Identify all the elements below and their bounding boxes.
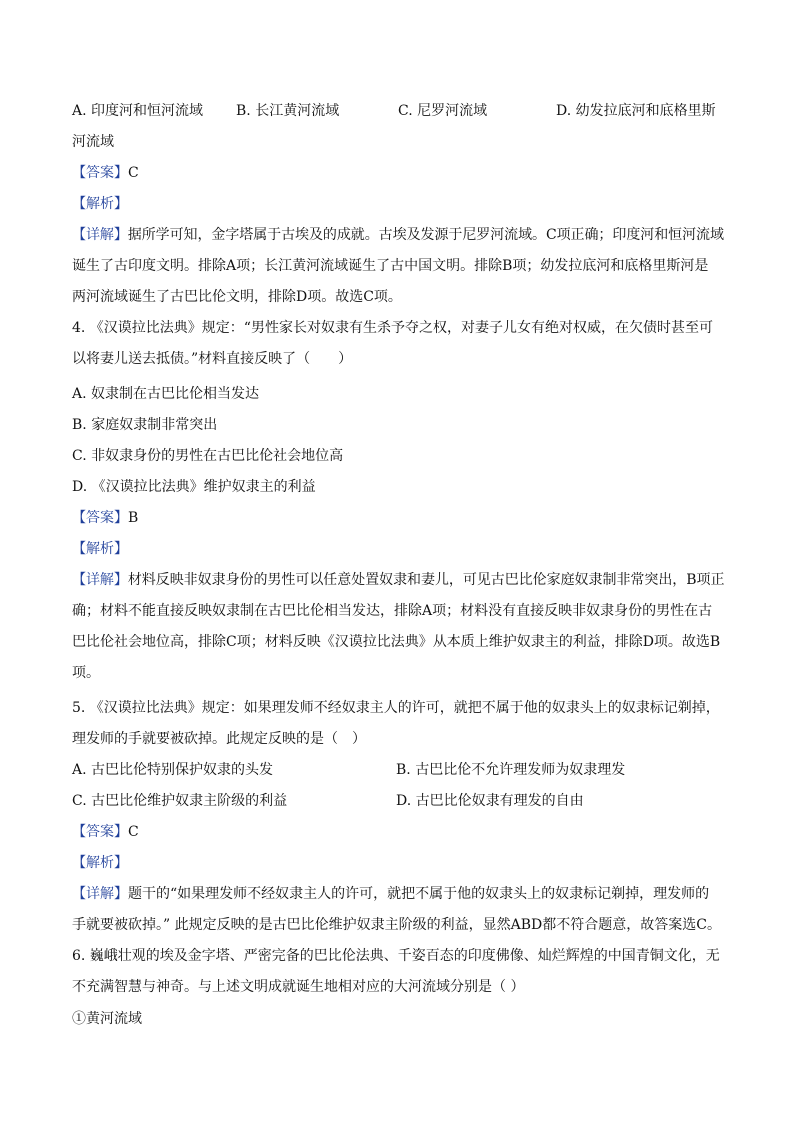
answer-tag: 【答案】 [72,824,128,840]
detail-tag: 【详解】 [72,886,128,902]
q4-stem-line: 4. 《汉谟拉比法典》规定：“男性家长对奴隶有生杀予夺之权，对妻子儿女有绝对权威，在欠债时甚至可 [72,320,713,336]
q6-stem-line: 6. 巍峨壮观的埃及金字塔、严密完备的巴比伦法典、千姿百态的印度佛像、灿烂辉煌的中国青铜文化，无 [72,948,720,964]
q5-analysis-heading [72,853,724,873]
answer-value: C [128,165,139,181]
detail-tag: 【详解】 [72,572,128,588]
q4-detail-line [72,570,724,590]
q5-option-a: A. 古巴比伦特别保护奴隶的头发 [72,762,274,778]
q5-stem-line: 理发师的手就要被砍掉。此规定反映的是（ ） [72,731,366,747]
q5-detail-line [72,884,724,904]
answer-tag: 【答案】 [72,510,128,526]
q6-stem-line: 不充满智慧与神奇。与上述文明成就诞生地相对应的大河流域分别是（ ） [72,979,525,995]
q3-detail-line [72,225,724,245]
q5-option-b: B. 古巴比伦不允许理发师为奴隶理发 [396,762,626,778]
answer-value: C [128,824,139,840]
q3-option-a: A. 印度河和恒河流域 [72,103,204,119]
analysis-tag: 【解析】 [72,541,128,557]
q3-option-d: D. 幼发拉底河和底格里斯 [556,103,716,119]
q4-stem-line: 以将妻儿送去抵债。”材料直接反映了（ ） [72,351,353,367]
q5-option-d: D. 古巴比伦奴隶有理发的自由 [396,793,584,809]
q3-detail-line: 诞生了古印度文明。排除A项；长江黄河流域诞生了古中国文明。排除B项；幼发拉底河和底格里斯河是 [72,258,709,274]
q3-option-d-wrap: 河流域 [72,134,114,150]
q4-option-d: D. 《汉谟拉比法典》维护奴隶主的利益 [72,479,316,495]
q4-option-b: B. 家庭奴隶制非常突出 [72,417,218,433]
answer-tag: 【答案】 [72,165,128,181]
detail-text: 题干的“如果理发师不经奴隶主人的许可，就把不属于他的奴隶头上的奴隶标记剃掉，理发师的 [128,886,710,902]
answer-value: B [128,510,139,526]
q6-option-1: ①黄河流域 [72,1011,142,1027]
q3-option-c: C. 尼罗河流域 [398,103,488,119]
q4-detail-line: 巴比伦社会地位高，排除C项；材料反映《汉谟拉比法典》从本质上维护奴隶主的利益，排除D项。故选B [72,634,721,650]
q3-option-b: B. 长江黄河流域 [236,103,340,119]
q4-option-c: C. 非奴隶身份的男性在古巴比伦社会地位高 [72,448,344,464]
q4-detail-line: 项。 [72,665,100,681]
q4-analysis-heading [72,539,724,559]
detail-tag: 【详解】 [72,227,128,243]
analysis-tag: 【解析】 [72,855,128,871]
q5-stem-line: 5. 《汉谟拉比法典》规定：如果理发师不经奴隶主人的许可，就把不属于他的奴隶头上的奴隶标记剃掉， [72,700,720,716]
q5-option-c: C. 古巴比伦维护奴隶主阶级的利益 [72,793,288,809]
q3-detail-line: 两河流域诞生了古巴比伦文明，排除D项。故选C项。 [72,289,402,305]
q3-analysis-heading [72,194,724,214]
q3-answer [72,163,724,183]
q4-option-a: A. 奴隶制在古巴比伦相当发达 [72,386,260,402]
analysis-tag: 【解析】 [72,196,128,212]
q4-answer [72,508,724,528]
q4-detail-line: 确；材料不能直接反映奴隶制在古巴比伦相当发达，排除A项；材料没有直接反映非奴隶身份的男性在古 [72,603,713,619]
detail-text: 材料反映非奴隶身份的男性可以任意处置奴隶和妻儿，可见古巴比伦家庭奴隶制非常突出，B项正 [127,572,725,588]
q5-detail-line: 手就要被砍掉。” 此规定反映的是古巴比伦维护奴隶主阶级的利益，显然ABD都不符合题意，故答案选C。 [72,917,721,933]
detail-text: 据所学可知，金字塔属于古埃及的成就。古埃及发源于尼罗河流域。C项正确；印度河和恒河流域 [127,227,724,243]
q5-answer [72,822,724,842]
